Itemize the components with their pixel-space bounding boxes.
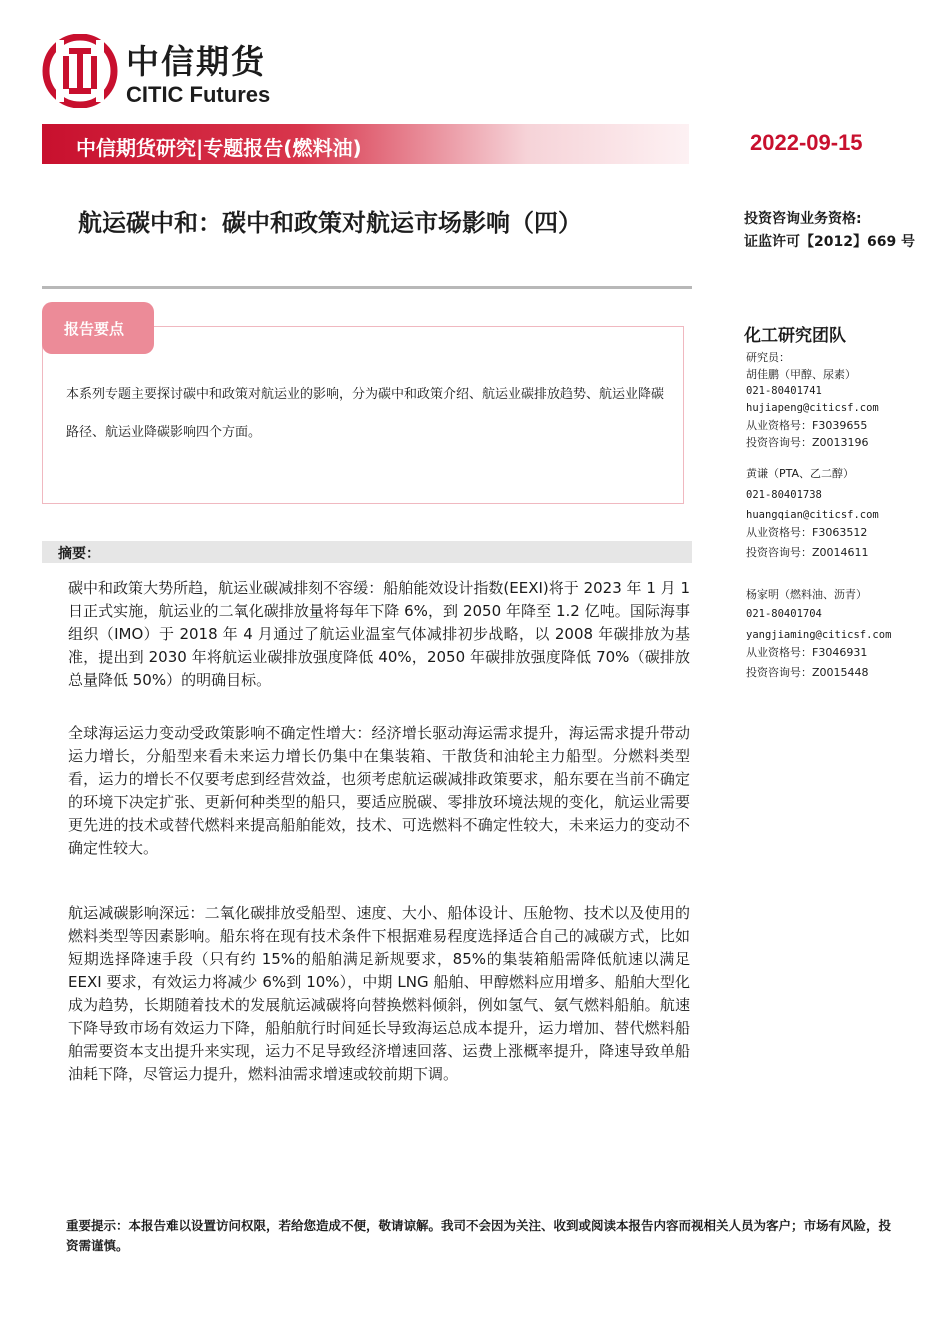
- banner-text: 中信期货研究|专题报告(燃料油): [76, 136, 362, 160]
- citic-emblem-icon: [42, 34, 118, 108]
- abstract-paragraph-3: 航运减碳影响深远：二氧化碳排放受船型、速度、大小、船体设计、压舱物、技术以及使用的燃料类型等因素影响。船东将在现有技术条件下根据难易程度选择适合自己的减碳方式，比如短期选择降速手段（只有约 15%的船舶满足新规要求，85%的集装箱船需降低航速以满足 EEXI 要求，有效运力将减少 6%到 10%），中期 LNG 船舶、甲醇燃料应用增多、船舶大型化成为趋势，长期随着技术的发展航运减碳将向替换燃料倾斜，例如氢气、氨气燃料船舶。航速下降导致市场有效运力下降，船舶航行时间延长导致海运总成本提升，运力增加、替代燃料船舶需要资本支出提升来实现，运力不足导致经济增速回落、运费上涨概率提升，降速导致单船油耗下降，尽管运力提升，燃料油需求增速或较前期下调。: [68, 904, 690, 1083]
- report-type-banner: [42, 124, 689, 164]
- report-title: 航运碳中和：碳中和政策对航运市场影响（四）: [78, 209, 582, 237]
- abstract-label: 摘要：: [58, 546, 100, 562]
- analyst-1-phone: 021-80401741: [746, 385, 822, 397]
- abstract-paragraph-1: 碳中和政策大势所趋，航运业碳减排刻不容缓：船舶能效设计指数(EEXI)将于 2023 年 1 月 1 日正式实施，航运业的二氧化碳排放量将每年下降 6%，到 2050 年降至 1.2 亿吨。国际海事组织（IMO）于 2018 年 4 月通过了航运业温室气体减排初步战略，以 2008 年碳排放为基准，提出到 2030 年将航运业碳排放强度降低 40%，2050 年碳排放强度降低 70%（碳排放总量降低 50%）的明确目标。: [68, 579, 690, 689]
- summary-text: 本系列专题主要探讨碳中和政策对航运业的影响，分为碳中和政策介绍、航运业碳排放趋势、航运业降碳路径、航运业降碳影响四个方面。: [66, 387, 665, 440]
- title-divider: [42, 286, 692, 289]
- analyst-1-email[interactable]: hujiapeng@citicsf.com: [746, 402, 879, 414]
- abstract-paragraph-2: 全球海运运力变动受政策影响不确定性增大：经济增长驱动海运需求提升，海运需求提升带动运力增长，分船型来看未来运力增长仍集中在集装箱、干散货和油轮主力船型。分燃料类型看，运力的增长不仅要考虑到经营效益，也须考虑航运碳减排政策要求，船东要在当前不确定的环境下决定扩张、更新何种类型的船只，要适应脱碳、零排放环境法规的变化，航运业需要更先进的技术或替代燃料来提高船舶能效，技术、可选燃料不确定性较大，未来运力的变动不确定性较大。: [68, 724, 690, 857]
- analyst-1-advisory: 投资咨询号：Z0013196: [746, 436, 869, 449]
- analyst-3-license: 从业资格号：F3046931: [746, 646, 868, 659]
- analyst-1-license: 从业资格号：F3039655: [746, 419, 868, 432]
- qualification-line-2: 证监许可【2012】669 号: [744, 234, 916, 250]
- logo-english-name: CITIC Futures: [126, 82, 271, 107]
- disclaimer: 重要提示：本报告难以设置访问权限，若给您造成不便，敬请谅解。我司不会因为关注、收到或阅读本报告内容而视相关人员为客户；市场有风险，投资需谨慎。: [66, 1218, 892, 1253]
- summary-label: 报告要点: [64, 320, 125, 338]
- researcher-label: 研究员：: [746, 351, 790, 364]
- citic-futures-logo: [42, 34, 302, 108]
- summary-tab: [42, 302, 154, 354]
- analyst-3-advisory: 投资咨询号：Z0015448: [746, 666, 869, 679]
- analyst-3-email[interactable]: yangjiaming@citicsf.com: [746, 629, 892, 641]
- analyst-2-advisory: 投资咨询号：Z0014611: [746, 546, 869, 559]
- team-title: 化工研究团队: [744, 326, 846, 346]
- analyst-3-phone: 021-80401704: [746, 608, 822, 620]
- analyst-2-license: 从业资格号：F3063512: [746, 526, 868, 539]
- analyst-1-name: 胡佳鹏（甲醇、尿素）: [746, 368, 856, 381]
- analyst-3-name: 杨家明（燃料油、沥青）: [746, 588, 867, 601]
- analyst-2-name: 黄谦（PTA、乙二醇）: [746, 467, 855, 480]
- analyst-2-phone: 021-80401738: [746, 489, 822, 501]
- qualification-line-1: 投资咨询业务资格:: [744, 211, 862, 227]
- logo-chinese-name: 中信期货: [126, 42, 266, 81]
- report-date: 2022-09-15: [750, 130, 863, 155]
- abstract-header: [42, 541, 692, 563]
- analyst-2-email[interactable]: huangqian@citicsf.com: [746, 509, 879, 521]
